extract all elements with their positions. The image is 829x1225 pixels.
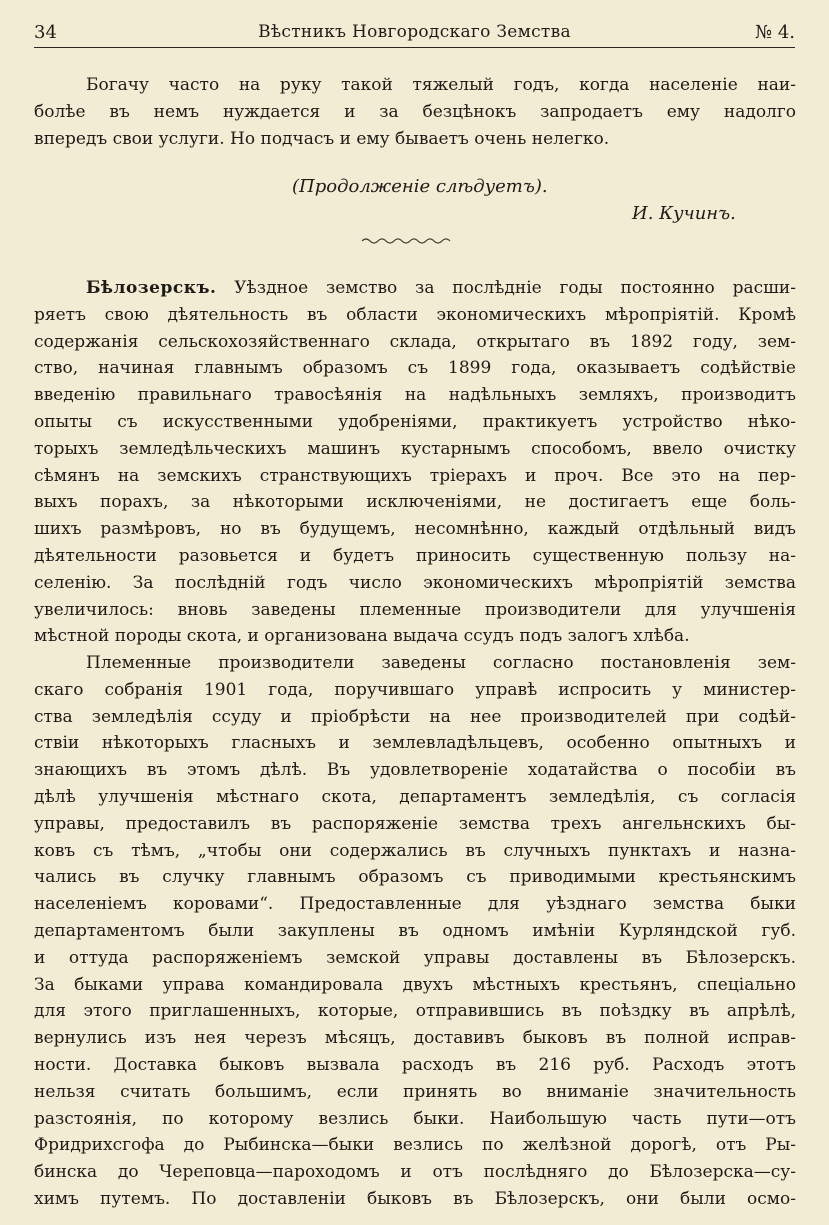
text-line: дѣятельности разовьется и будетъ приносить существенную пользу на-: [34, 545, 796, 566]
text-line: бинска до Череповца—пароходомъ и отъ послѣдняго до Бѣлозерска—су-: [34, 1162, 796, 1183]
text-line: чались въ случку главнымъ образомъ съ приводимыми крестьянскимъ: [34, 867, 796, 888]
journal-title: Вѣстникъ Новгородскаго Земства: [258, 22, 571, 42]
text-line: селенію. За послѣдній годъ число экономическихъ мѣропріятій земства: [34, 572, 796, 593]
text-line: дѣлѣ улучшенія мѣстнаго скота, департаментъ земледѣлія, съ согласія: [34, 786, 796, 807]
text-line: ства земледѣлія ссуду и пріобрѣсти на нее производителей при содѣй-: [34, 706, 796, 727]
text-line: введенію правильнаго травосѣянія на надѣльныхъ земляхъ, производитъ: [34, 385, 796, 406]
text-line: нельзя считать большимъ, если принять во вниманіе значительность: [34, 1081, 796, 1102]
text-line: Фридрихсгофа до Рыбинска—быки везлись по желѣзной дорогѣ, отъ Ры-: [34, 1135, 796, 1156]
section-lead-rest: Уѣздное земство за послѣдніе годы постоянно расши-: [234, 278, 797, 298]
issue-number: № 4.: [755, 22, 795, 43]
text-line: выхъ порахъ, за нѣкоторыми исключеніями, не достигаетъ еще боль-: [34, 492, 796, 513]
page-number: 34: [34, 22, 57, 43]
section-paragraph-2: [34, 650, 796, 1213]
text-line: болѣе въ немъ нуждается и за безцѣнокъ запродаетъ ему надолго: [34, 101, 796, 122]
text-line: департаментомъ были закуплены въ одномъ имѣніи Курляндской губ.: [34, 920, 796, 941]
intro-paragraph: [34, 72, 796, 152]
text-line: и оттуда распоряженіемъ земской управы доставлены въ Бѣлозерскъ.: [34, 947, 796, 968]
section-lead: Бѣлозерскъ.: [86, 278, 217, 298]
text-line: разстоянія, по которому везлись быки. Наибольшую часть пути—отъ: [34, 1108, 796, 1129]
text-line: вернулись изъ нея черезъ мѣсяцъ, доставивъ быковъ въ полной исправ-: [34, 1028, 796, 1049]
text-line: Племенные производители заведены согласно постановленія зем-: [86, 653, 796, 673]
section-paragraph-1: [34, 275, 796, 650]
continuation-note: (Продолженіе слѣдуетъ).: [292, 176, 548, 197]
text-line: знающихъ въ этомъ дѣлѣ. Въ удовлетвореніе ходатайства о пособіи въ: [34, 760, 796, 781]
text-line: торыхъ земледѣльческихъ машинъ кустарнымъ способомъ, ввело очистку: [34, 438, 796, 459]
text-line: населеніемъ коровами“. Предоставленные для уѣзднаго земства быки: [34, 894, 796, 915]
text-line: сѣмянъ на земскихъ странствующихъ тріерахъ и проч. Все это на пер-: [34, 465, 796, 486]
text-line: [34, 275, 796, 302]
text-line: для этого приглашенныхъ, которые, отправившись въ поѣздку въ апрѣлѣ,: [34, 1001, 796, 1022]
author-signature: И. Кучинъ.: [632, 203, 736, 224]
text-line: ности. Доставка быковъ вызвала расходъ въ 216 руб. Расходъ этотъ: [34, 1054, 796, 1075]
text-line: химъ путемъ. По доставленіи быковъ въ Бѣлозерскъ, они были осмо-: [34, 1188, 796, 1209]
text-line: ряетъ свою дѣятельность въ области экономическихъ мѣропріятій. Кромѣ: [34, 304, 796, 325]
text-line: ство, начиная главнымъ образомъ съ 1899 года, оказываетъ содѣйствіе: [34, 358, 796, 379]
text-line: скаго собранія 1901 года, поручившаго управѣ испросить у министер-: [34, 679, 796, 700]
header-rule: [34, 47, 795, 48]
text-line: содержанія сельскохозяйственнаго склада, открытаго въ 1892 году, зем-: [34, 331, 796, 352]
text-line: впередъ свои услуги. Но подчасъ и ему бываетъ очень нелегко.: [34, 128, 610, 149]
text-line: мѣстной породы скота, и организована выдача ссудъ подъ залогъ хлѣба.: [34, 626, 690, 647]
text-line: ковъ съ тѣмъ, „чтобы они содержались въ случныхъ пунктахъ и назна-: [34, 840, 796, 861]
text-line: За быками управа командировала двухъ мѣстныхъ крестьянъ, спеціально: [34, 974, 796, 995]
text-line: ствіи нѣкоторыхъ гласныхъ и землевладѣльцевъ, особенно опытныхъ и: [34, 733, 796, 754]
text-line: Богачу часто на руку такой тяжелый годъ, когда населеніе наи-: [86, 75, 796, 95]
section-divider-ornament: [360, 236, 452, 246]
text-line: шихъ размѣровъ, но въ будущемъ, несомнѣнно, каждый отдѣльный видъ: [34, 519, 796, 540]
text-line: опыты съ искусственными удобреніями, практикуетъ устройство нѣко-: [34, 411, 796, 432]
running-header: [34, 22, 795, 48]
text-line: увеличилось: вновь заведены племенные производители для улучшенія: [34, 599, 796, 620]
text-line: управы, предоставилъ въ распоряженіе земства трехъ ангельнскихъ бы-: [34, 813, 796, 834]
